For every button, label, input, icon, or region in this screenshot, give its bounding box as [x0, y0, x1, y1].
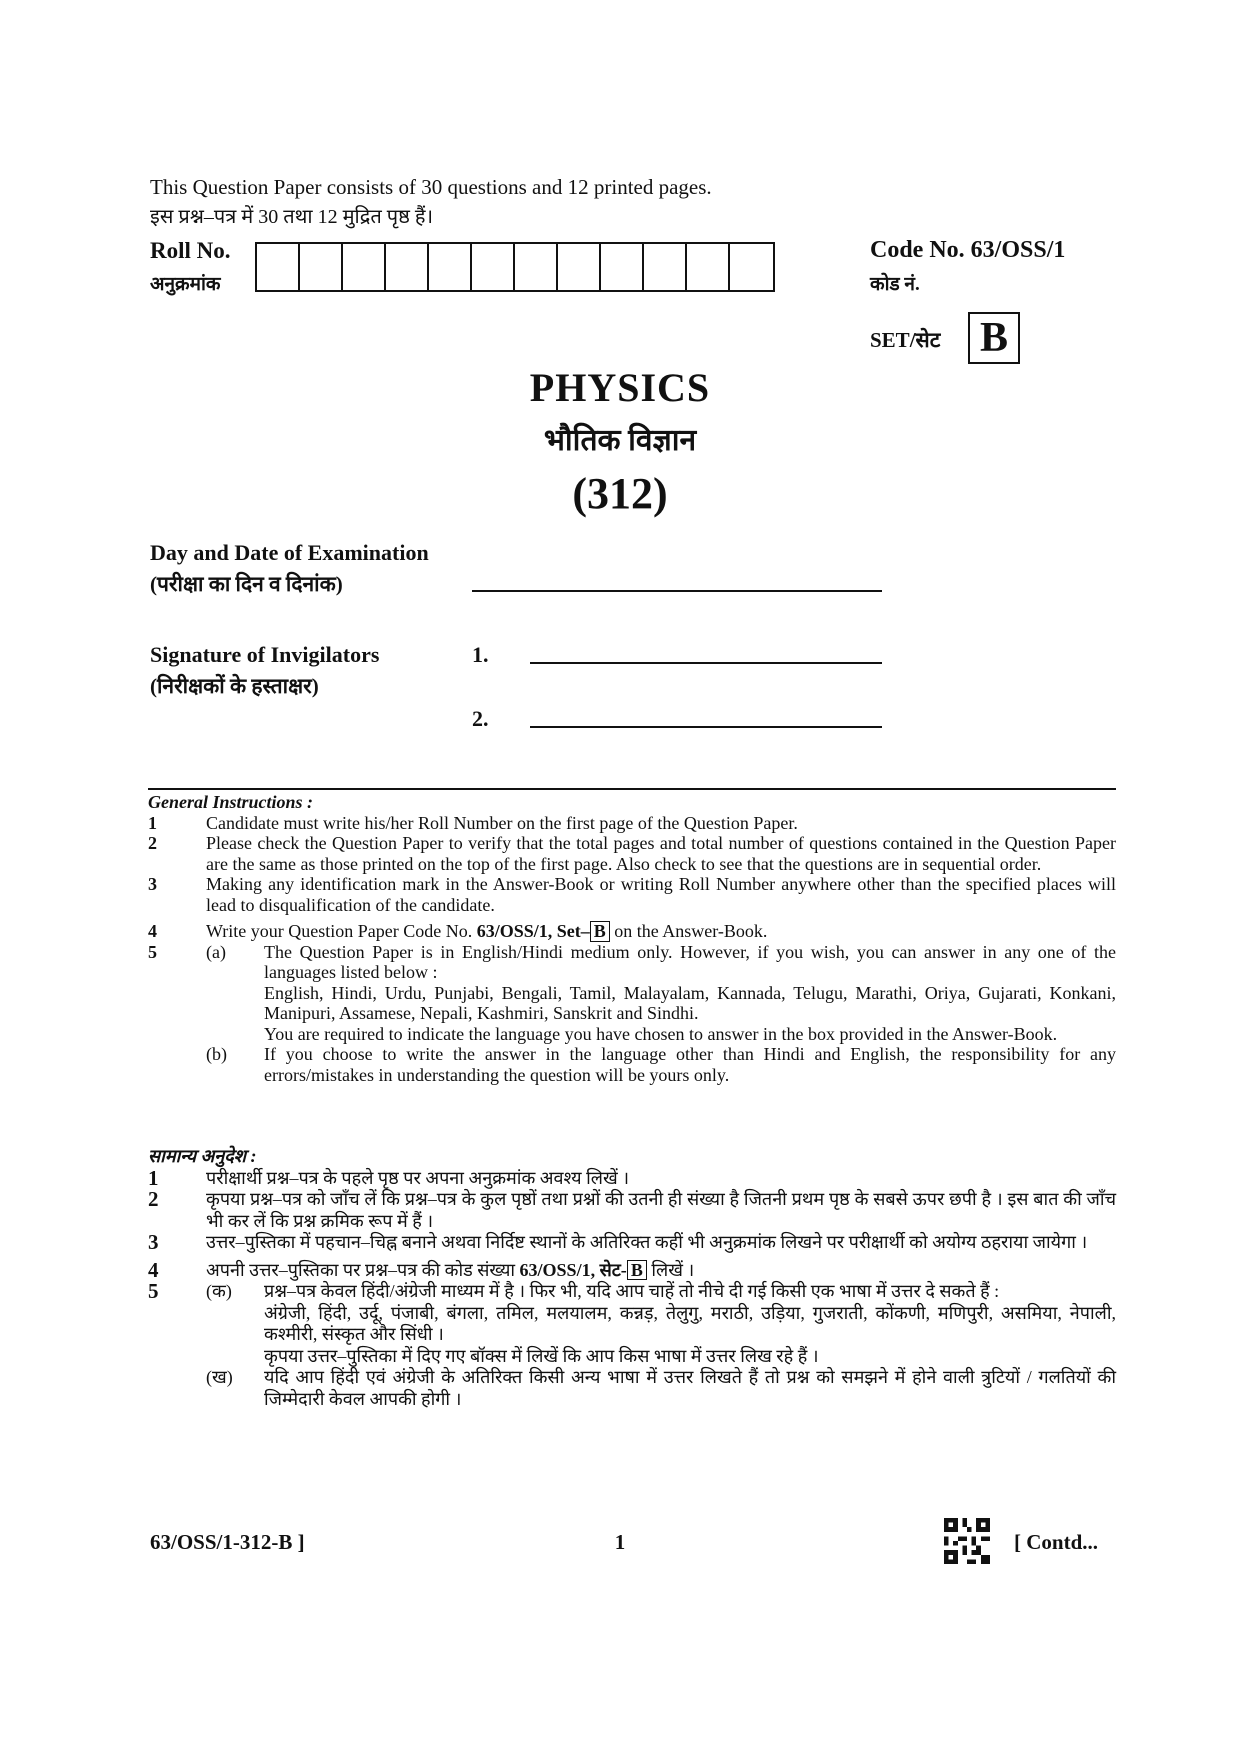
roll-no-cell[interactable] — [644, 244, 687, 290]
instruction-number: 5 — [148, 941, 157, 962]
instruction-item — [148, 1281, 1116, 1367]
subject-title-hi: भौतिक विज्ञान — [543, 424, 697, 457]
set-inline-badge: B — [627, 1260, 647, 1281]
roll-no-cell[interactable] — [429, 244, 472, 290]
invigilator-2-label: 2. — [472, 706, 489, 731]
instruction-text: You are required to indicate the language you have chosen to answer in the box provided in the Answer-Book. — [264, 1023, 1058, 1044]
instruction-text: If you choose to write the answer in the language other than Hindi and English, the responsibility for any errors/mistakes in understanding the question will be yours only. — [264, 1044, 1116, 1085]
instruction-item — [148, 1165, 1116, 1190]
instruction-text-part: on the Answer-Book. — [609, 921, 768, 941]
roll-no-cell[interactable] — [257, 244, 300, 290]
roll-no-label-hi: अनुक्रमांक — [150, 274, 221, 295]
instruction-item — [148, 1367, 1116, 1410]
instruction-item — [148, 1257, 1116, 1282]
instruction-number: 1 — [148, 1165, 159, 1190]
invigilators-label: Signature of Invigilators — [150, 642, 380, 667]
subject-title: PHYSICS — [529, 365, 711, 410]
divider — [148, 788, 1116, 790]
roll-no-cell[interactable] — [730, 244, 773, 290]
instruction-sub-label: (b) — [206, 1044, 227, 1065]
instruction-number: 4 — [148, 921, 157, 941]
instruction-sub-text — [264, 942, 1116, 1045]
roll-no-boxes — [255, 242, 775, 292]
instruction-item — [148, 1044, 1116, 1085]
instruction-item — [148, 874, 1116, 915]
instruction-number: 5 — [148, 1279, 159, 1303]
invigilators-label-hi: (निरीक्षकों के हस्ताक्षर) — [150, 674, 319, 698]
roll-no-cell[interactable] — [343, 244, 386, 290]
instruction-sub-label: (a) — [206, 941, 226, 962]
qr-code-icon — [944, 1518, 990, 1564]
paper-info-en: This Question Paper consists of 30 questions and 12 printed pages. — [150, 175, 712, 199]
instruction-text: परीक्षार्थी प्रश्न–पत्र के पहले पृष्ठ पर अपना अनुक्रमांक अवश्य लिखें । — [206, 1167, 630, 1188]
invigilator-2-signature-field[interactable] — [530, 726, 882, 728]
instruction-number: 4 — [148, 1257, 159, 1282]
instruction-text — [206, 921, 1116, 942]
subject-code: (312) — [572, 469, 668, 518]
instruction-text: कृपया प्रश्न–पत्र को जाँच लें कि प्रश्न–पत्र के कुल पृष्ठों तथा प्रश्नों की उतनी ही संख्या है जितनी प्रथम पृष्ठ के सबसे ऊपर छपी है । इस बात की जाँच भी कर लें कि प्रश्न क्रमिक रूप में हैं । — [206, 1189, 1116, 1231]
instruction-item — [148, 833, 1116, 874]
roll-no-cell[interactable] — [472, 244, 515, 290]
instruction-sub-text — [264, 1281, 1116, 1367]
roll-no-cell[interactable] — [386, 244, 429, 290]
paper-code-inline: 63/OSS/1, सेट- — [519, 1259, 627, 1280]
roll-no-cell[interactable] — [300, 244, 343, 290]
instruction-text: प्रश्न–पत्र केवल हिंदी/अंग्रेजी माध्यम में है । फिर भी, यदि आप चाहें तो नीचे दी गई किसी एक भाषा में उत्तर दे सकते हैं : — [264, 1281, 1000, 1301]
instruction-item — [148, 1189, 1116, 1232]
instruction-text-part: Write your Question Paper Code No. — [206, 921, 477, 941]
code-number-hi: कोड नं. — [870, 274, 920, 295]
instruction-number: 2 — [148, 833, 157, 853]
invigilator-1-label: 1. — [472, 642, 489, 667]
instruction-sub-label: (ख) — [206, 1367, 233, 1387]
instruction-text: Making any identification mark in the Answer-Book or writing Roll Number anywhere other than the specified places will lead to disqualification of the candidate. — [206, 874, 1116, 915]
footer-paper-code: 63/OSS/1-312-B ] — [150, 1530, 305, 1554]
paper-info-hi: इस प्रश्न–पत्र में 30 तथा 12 मुद्रित पृष्ठ हैं। — [150, 206, 434, 228]
exam-date-field[interactable] — [472, 590, 882, 592]
page-number: 1 — [614, 1530, 626, 1554]
instruction-text: उत्तर–पुस्तिका में पहचान–चिह्न बनाने अथवा निर्दिष्ट स्थानों के अतिरिक्त कहीं भी अनुक्रमांक लिखने पर परीक्षार्थी को अयोग्य ठहराया जायेगा । — [206, 1232, 1088, 1252]
instruction-item — [148, 921, 1116, 942]
language-list: अंग्रेजी, हिंदी, उर्दू, पंजाबी, बंगला, तमिल, मलयालम, कन्नड़, तेलुगु, मराठी, उड़िया, गुजराती, कोंकणी, मणिपुरी, असमिया, नेपाली, कश्मीरी, संस्कृत और सिंधी । — [264, 1302, 1116, 1344]
instruction-item — [148, 813, 1116, 834]
exam-date-label-hi: (परीक्षा का दिन व दिनांक) — [150, 572, 343, 596]
set-inline-badge: B — [590, 921, 610, 942]
continued-note: [ Contd... — [1014, 1530, 1099, 1554]
instruction-number: 2 — [148, 1187, 159, 1211]
exam-date-label: Day and Date of Examination — [150, 540, 429, 565]
instruction-text: यदि आप हिंदी एवं अंग्रेजी के अतिरिक्त किसी अन्य भाषा में उत्तर लिखते हैं तो प्रश्न को समझने में होने वाली त्रुटियों / गलतियों की जिम्मेदारी केवल आपकी होगी । — [264, 1367, 1116, 1409]
instructions-heading: General Instructions : — [148, 792, 314, 812]
instructions-heading-hi: सामान्य अनुदेश : — [148, 1146, 257, 1166]
set-badge: B — [968, 312, 1020, 364]
instruction-text-part: अपनी उत्तर–पुस्तिका पर प्रश्न–पत्र की कोड संख्या — [206, 1259, 520, 1280]
instruction-text: कृपया उत्तर–पुस्तिका में दिए गए बॉक्स में लिखें कि आप किस भाषा में उत्तर लिख रहे हैं । — [264, 1345, 819, 1366]
roll-no-cell[interactable] — [558, 244, 601, 290]
general-instructions-hi — [148, 1146, 1116, 1410]
instruction-number: 1 — [148, 812, 157, 833]
instruction-text: The Question Paper is in English/Hindi medium only. However, if you wish, you can answer in any one of the languages listed below : — [264, 941, 1116, 983]
instruction-number: 3 — [148, 874, 157, 894]
language-list: English, Hindi, Urdu, Punjabi, Bengali, Tamil, Malayalam, Kannada, Telugu, Marathi, Oriya, Gujarati, Konkani, Manipuri, Assamese, Nepali, Kashmiri, Sanskrit and Sindhi. — [264, 982, 1116, 1024]
roll-no-cell[interactable] — [601, 244, 644, 290]
roll-no-cell[interactable] — [687, 244, 730, 290]
instruction-text — [206, 1260, 1116, 1282]
instruction-number: 3 — [148, 1230, 159, 1254]
general-instructions-en — [148, 792, 1116, 1085]
roll-no-cell[interactable] — [515, 244, 558, 290]
code-number: Code No. 63/OSS/1 — [870, 237, 1066, 263]
roll-no-label: Roll No. — [150, 238, 231, 263]
invigilator-1-signature-field[interactable] — [530, 662, 882, 664]
instruction-text: Please check the Question Paper to verify that the total pages and total number of questions contained in the Question Paper are the same as those printed on the top of the first page. Also check to see that the questions are in sequential order. — [206, 833, 1116, 874]
instruction-text: Candidate must write his/her Roll Number on the first page of the Question Paper. — [206, 812, 798, 833]
paper-code-inline: 63/OSS/1, Set– — [476, 921, 590, 941]
set-label: SET/सेट — [870, 328, 941, 352]
instruction-item — [148, 942, 1116, 1045]
instruction-sub-label: (क) — [206, 1281, 232, 1301]
instruction-text-part: लिखें । — [646, 1259, 695, 1280]
instruction-item — [148, 1232, 1116, 1254]
